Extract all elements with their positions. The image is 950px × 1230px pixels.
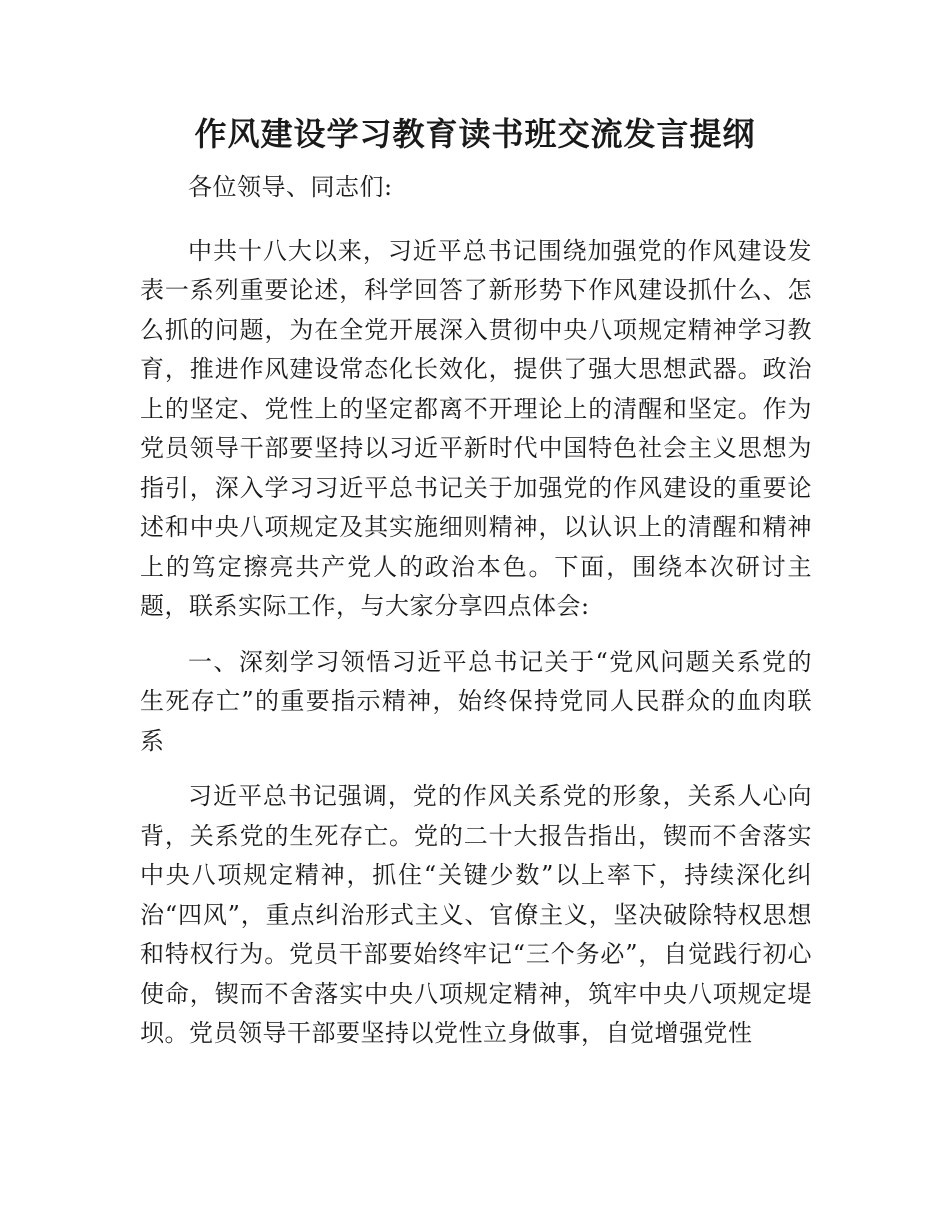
document-title: 作风建设学习教育读书班交流发言提纲 (194, 115, 756, 153)
salutation: 各位领导、同志们: (188, 173, 393, 201)
paragraph-section-1: 习近平总书记强调，党的作风关系党的形象，关系人心向背，关系党的生死存亡。党的二十大报告指出，锲而不舍落实中央八项规定精神，抓住“关键少数”以上率下，持续深化纠治“四风”，重点纠治形式主义、官僚主义，坚决破除特权思想和特权行为。党员干部要始终牢记“三个务必”，自觉践行初心使命，锲而不舍落实中央八项规定精神，筑牢中央八项规定堤坝。党员领导干部要坚持以党性立身做事，自觉增强党性 (140, 782, 812, 1047)
paragraph-intro: 中共十八大以来，习近平总书记围绕加强党的作风建设发表一系列重要论述，科学回答了新形势下作风建设抓什么、怎么抓的问题，为在全党开展深入贯彻中央八项规定精神学习教育，推进作风建设常态化长效化，提供了强大思想武器。政治上的坚定、党性上的坚定都离不开理论上的清醒和坚定。作为党员领导干部要坚持以习近平新时代中国特色社会主义思想为指引，深入学习习近平总书记关于加强党的作风建设的重要论述和中央八项规定及其实施细则精神，以认识上的清醒和精神上的笃定擦亮共产党人的政治本色。下面，围绕本次研讨主题，联系实际工作，与大家分享四点体会: (140, 236, 812, 620)
section-heading-1: 一、深刻学习领悟习近平总书记关于“党风问题关系党的生死存亡”的重要指示精神，始终保持党同人民群众的血肉联系 (140, 647, 812, 755)
document-body (140, 168, 812, 1070)
